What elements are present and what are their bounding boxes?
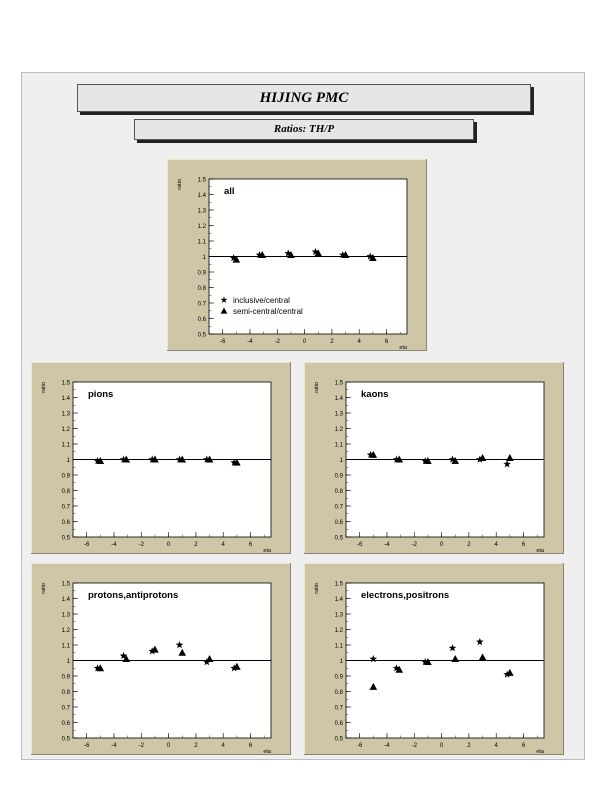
x-tick-label: 4 [494, 743, 498, 749]
x-axis-label: eta [536, 548, 544, 554]
y-tick-label: 1.4 [334, 396, 343, 402]
x-tick-label: 6 [248, 743, 253, 749]
y-tick-label: 1 [66, 659, 70, 665]
y-tick-label: 0.9 [334, 473, 343, 480]
y-axis-label: ratio [41, 583, 47, 594]
chart-title: pions [88, 389, 114, 400]
y-tick-label: 0.5 [197, 332, 206, 339]
y-tick-label: 1.3 [197, 208, 206, 215]
y-tick-label: 1 [202, 255, 206, 261]
y-tick-label: 1.4 [197, 193, 206, 199]
x-tick-label: 6 [521, 542, 526, 548]
y-tick-label: 1.3 [334, 411, 343, 418]
y-tick-label: 0.9 [61, 473, 70, 480]
x-tick-label: 4 [221, 743, 225, 749]
y-tick-label: 0.8 [197, 286, 206, 292]
y-tick-label: 0.7 [334, 504, 343, 511]
chart-pad-electrons [304, 563, 564, 755]
y-tick-label: 0.7 [197, 301, 206, 308]
y-tick-label: 1.2 [61, 628, 70, 634]
x-tick-label: -4 [384, 542, 390, 548]
legend-label-semi-central: semi-central/central [233, 307, 303, 316]
chart-title: protons,antiprotons [88, 590, 179, 601]
chart-title: all [224, 186, 235, 197]
x-tick-label: -6 [356, 743, 363, 749]
x-tick-label: 4 [494, 542, 498, 548]
y-tick-label: 0.5 [61, 535, 70, 542]
y-tick-label: 1 [339, 458, 343, 464]
x-tick-label: 6 [521, 743, 526, 749]
y-tick-label: 0.7 [61, 705, 70, 712]
x-tick-label: -6 [356, 542, 363, 548]
chart-title: kaons [361, 389, 389, 400]
y-axis-label: ratio [177, 179, 183, 190]
x-tick-label: -6 [219, 339, 226, 345]
x-tick-label: 2 [330, 339, 334, 345]
x-tick-label: -4 [111, 743, 117, 749]
x-tick-label: -4 [247, 339, 253, 345]
y-tick-label: 0.9 [334, 674, 343, 681]
y-tick-label: 0.9 [61, 674, 70, 681]
chart-svg [304, 563, 564, 755]
y-tick-label: 1.3 [61, 411, 70, 418]
x-axis-label: eta [263, 548, 271, 554]
y-tick-label: 0.7 [334, 705, 343, 712]
y-tick-label: 1.3 [61, 612, 70, 619]
x-tick-label: -6 [83, 542, 90, 548]
y-tick-label: 1.5 [334, 581, 343, 588]
y-tick-label: 0.5 [61, 736, 70, 743]
y-axis-label: ratio [314, 583, 320, 594]
x-tick-label: 4 [221, 542, 225, 548]
x-tick-label: 0 [439, 542, 444, 548]
y-tick-label: 0.6 [334, 721, 343, 727]
y-tick-label: 0.5 [334, 535, 343, 542]
x-tick-label: -4 [111, 542, 117, 548]
x-tick-label: 2 [467, 743, 471, 749]
y-tick-label: 0.7 [61, 504, 70, 511]
x-tick-label: 2 [194, 542, 198, 548]
y-tick-label: 0.8 [334, 489, 343, 495]
chart-pad-pions [31, 362, 291, 554]
chart-svg [167, 159, 427, 351]
x-tick-label: 2 [467, 542, 471, 548]
y-tick-label: 0.8 [61, 489, 70, 495]
x-tick-label: -2 [274, 339, 280, 345]
y-tick-label: 0.9 [197, 270, 206, 277]
chart-svg [31, 563, 291, 755]
page-title: HIJING PMC [77, 84, 531, 112]
x-tick-label: -6 [83, 743, 90, 749]
y-tick-label: 1.4 [61, 597, 70, 603]
y-tick-label: 1.1 [197, 239, 206, 246]
x-tick-label: 0 [302, 339, 307, 345]
y-axis-label: ratio [314, 382, 320, 393]
y-tick-label: 1.1 [61, 442, 70, 449]
y-tick-label: 1.1 [334, 442, 343, 449]
y-tick-label: 1.2 [334, 628, 343, 634]
y-tick-label: 0.6 [197, 317, 206, 323]
chart-svg [31, 362, 291, 554]
y-tick-label: 1 [66, 458, 70, 464]
chart-title: electrons,positrons [361, 590, 450, 601]
y-tick-label: 0.6 [334, 520, 343, 526]
x-tick-label: 6 [248, 542, 253, 548]
y-tick-label: 1.4 [334, 597, 343, 603]
y-tick-label: 1.4 [61, 396, 70, 402]
x-tick-label: -2 [138, 542, 144, 548]
x-axis-label: eta [263, 749, 271, 755]
x-tick-label: 0 [166, 542, 171, 548]
y-tick-label: 1.2 [61, 427, 70, 433]
x-tick-label: 4 [357, 339, 361, 345]
chart-svg [304, 362, 564, 554]
y-tick-label: 0.6 [61, 721, 70, 727]
y-axis-label: ratio [41, 382, 47, 393]
y-tick-label: 0.8 [61, 690, 70, 696]
y-tick-label: 1.5 [197, 177, 206, 184]
chart-pad-all [167, 159, 427, 351]
legend-label-inclusive: inclusive/central [233, 296, 290, 305]
x-tick-label: -4 [384, 743, 390, 749]
x-tick-label: 0 [439, 743, 444, 749]
y-tick-label: 1.1 [334, 643, 343, 650]
x-axis-label: eta [536, 749, 544, 755]
x-tick-label: -2 [411, 743, 417, 749]
x-tick-label: 2 [194, 743, 198, 749]
y-tick-label: 1.1 [61, 643, 70, 650]
y-tick-label: 1.2 [334, 427, 343, 433]
x-tick-label: -2 [138, 743, 144, 749]
x-tick-label: 0 [166, 743, 171, 749]
y-tick-label: 1.5 [334, 380, 343, 387]
x-tick-label: -2 [411, 542, 417, 548]
y-tick-label: 0.5 [334, 736, 343, 743]
x-tick-label: 6 [384, 339, 389, 345]
y-tick-label: 0.8 [334, 690, 343, 696]
x-axis-label: eta [399, 345, 407, 351]
y-tick-label: 1.3 [334, 612, 343, 619]
chart-pad-kaons [304, 362, 564, 554]
y-tick-label: 1.5 [61, 380, 70, 387]
y-tick-label: 1.2 [197, 224, 206, 230]
y-tick-label: 1.5 [61, 581, 70, 588]
y-tick-label: 1 [339, 659, 343, 665]
y-tick-label: 0.6 [61, 520, 70, 526]
chart-pad-protons [31, 563, 291, 755]
page-subtitle: Ratios: TH/P [134, 119, 474, 140]
